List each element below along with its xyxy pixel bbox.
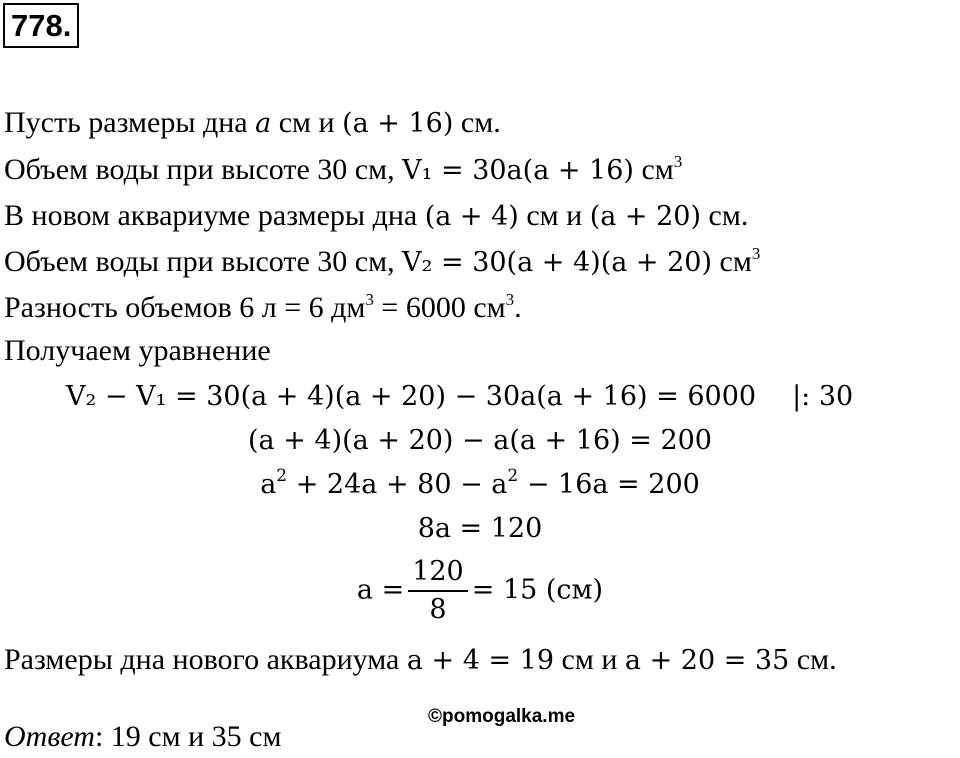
text-line-1: Пусть размеры дна a см и (a + 16) см.: [4, 106, 501, 139]
answer-label: Ответ: [4, 720, 95, 753]
equation-4: 8a = 120: [417, 513, 543, 544]
text-line-2: Объем воды при высоте 30 см, V₁ = 30a(a + 16) $см^3$: [4, 152, 683, 186]
equation-1: V₂ − V₁ = 30(a + 4)(a + 20) − 30a(a + 16) = 6000 |: 30: [66, 381, 854, 412]
fraction: $\frac{120}{8}$: [408, 554, 468, 628]
conclusion-line: Размеры дна нового аквариума a + 4 = 19 см и a + 20 = 35 см.: [4, 643, 837, 676]
equation-5: a = $\frac{120}{8}$ = 15 (см): [0, 554, 960, 628]
equation-3: $a^2 + 24a + 80 - a^2 - 16a = 200$: [260, 466, 700, 500]
text-line-3: В новом аквариуме размеры дна (a + 4) см и (a + 20) см.: [4, 199, 749, 232]
problem-number: 778.: [3, 3, 79, 48]
answer-line: Ответ: 19 см и 35 см: [4, 720, 282, 753]
text-line-4: Объем воды при высоте 30 см, V₂ = 30(a + 4)(a + 20) $см^3$: [4, 244, 761, 278]
text-line-6: Получаем уравнение: [4, 334, 271, 367]
watermark: ©pomogalka.me: [428, 706, 576, 727]
text-line-5: Разность объемов 6 л = 6 $дм^3 = 6000$ $см^3$.: [4, 290, 522, 324]
equation-2: (a + 4)(a + 20) − a(a + 16) = 200: [248, 425, 712, 456]
